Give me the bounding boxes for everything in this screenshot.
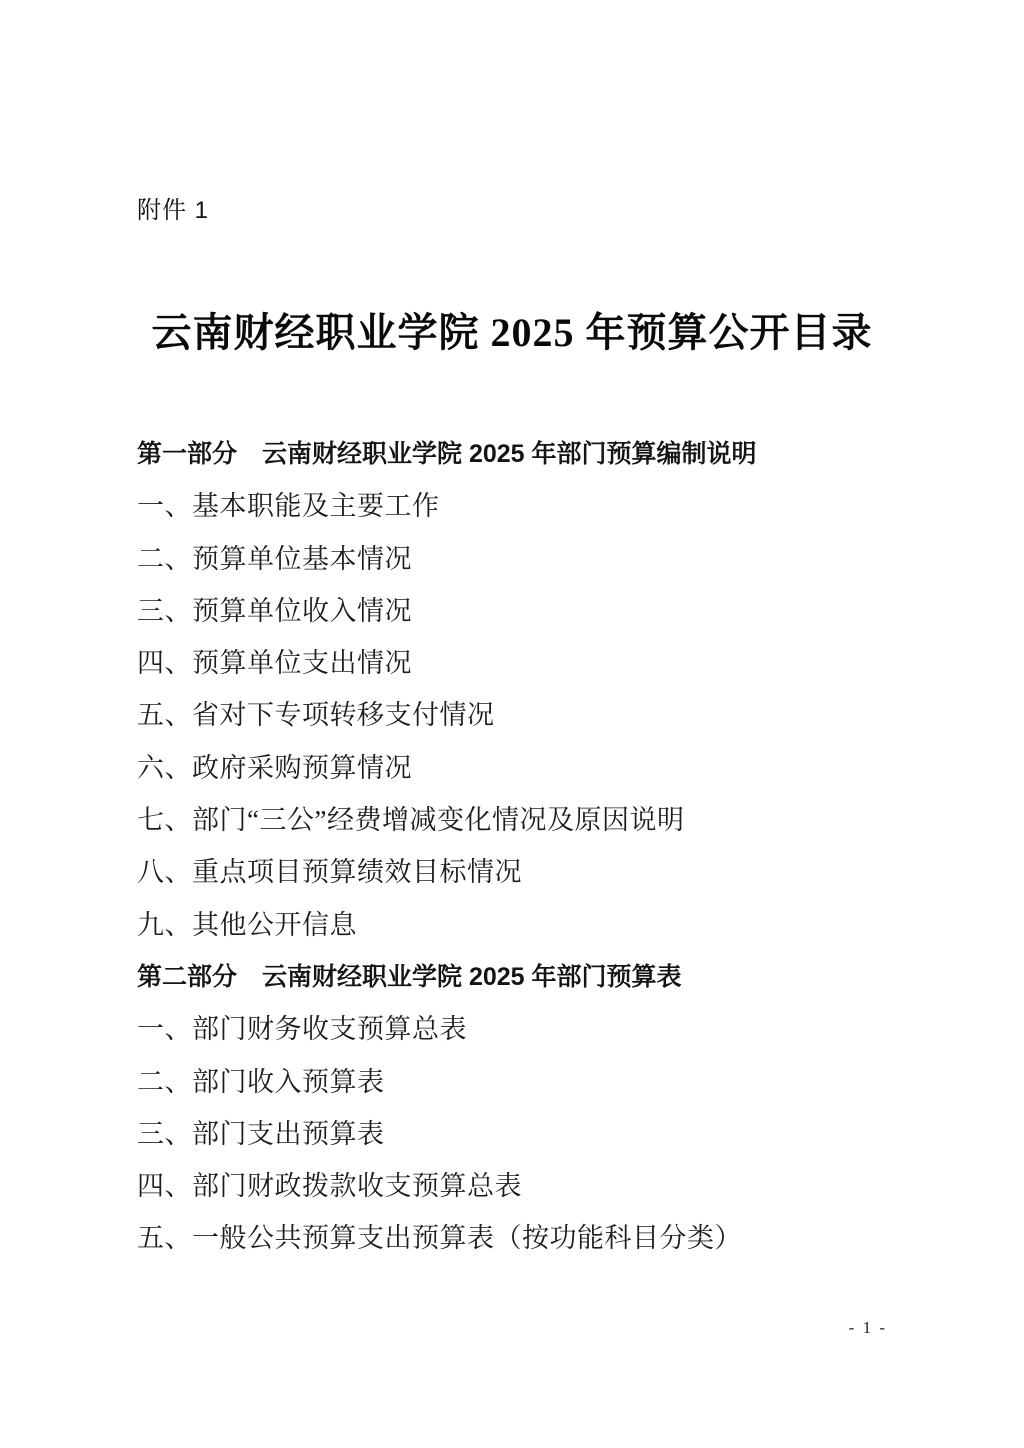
toc-item: 五、省对下专项转移支付情况	[137, 700, 495, 731]
toc-item: 一、部门财务收支预算总表	[137, 1014, 467, 1045]
document-title: 云南财经职业学院 2025 年预算公开目录	[151, 310, 873, 355]
section-1-heading: 第一部分 云南财经职业学院 2025 年部门预算编制说明	[137, 440, 757, 468]
toc-item: 三、预算单位收入情况	[137, 595, 412, 626]
toc-item: 三、部门支出预算表	[137, 1118, 385, 1149]
toc-item: 二、部门收入预算表	[137, 1066, 385, 1097]
toc-item: 四、预算单位支出情况	[137, 648, 412, 679]
section-2-heading: 第二部分 云南财经职业学院 2025 年部门预算表	[137, 962, 682, 991]
toc-item: 六、政府采购预算情况	[137, 752, 412, 783]
table-of-contents	[137, 428, 914, 1265]
attachment-label: 附件 1	[137, 197, 210, 224]
page-number: - 1 -	[848, 1318, 887, 1337]
toc-item: 四、部门财政拨款收支预算总表	[137, 1171, 522, 1202]
toc-item: 九、其他公开信息	[137, 909, 357, 940]
toc-item: 一、基本职能及主要工作	[137, 491, 440, 522]
toc-item: 七、部门“三公”经费增减变化情况及原因说明	[137, 805, 685, 836]
toc-item: 五、一般公共预算支出预算表（按功能科目分类）	[137, 1223, 742, 1254]
toc-item: 八、重点项目预算绩效目标情况	[137, 857, 522, 888]
toc-item: 二、预算单位基本情况	[137, 543, 412, 574]
